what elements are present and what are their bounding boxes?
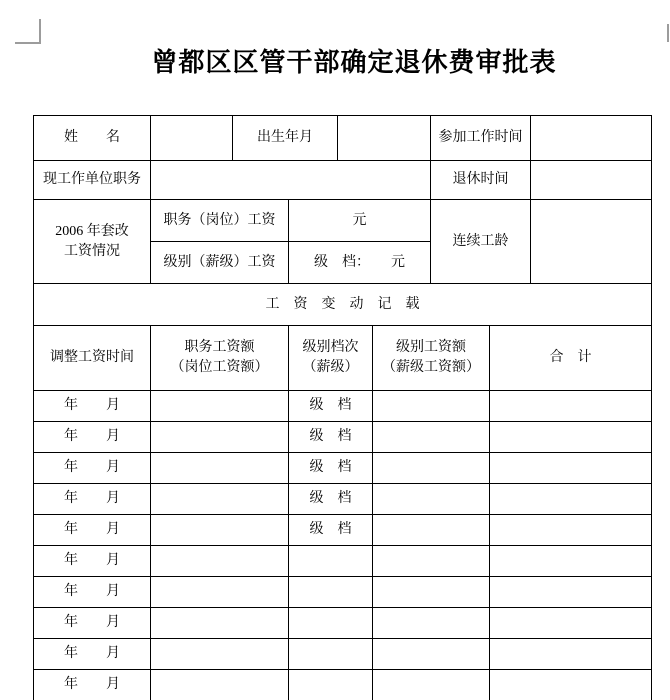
join-work-label: 参加工作时间 [431, 116, 531, 161]
wage-reform-label-line1: 2006 年套改 [55, 223, 129, 239]
adjust-time-cell[interactable]: 年 月 [34, 515, 151, 546]
adjust-time-cell[interactable]: 年 月 [34, 670, 151, 700]
unit-post-value-cell[interactable] [151, 161, 431, 200]
table-row [34, 422, 652, 453]
post-wage-amount-cell[interactable] [151, 577, 289, 608]
adjust-time-cell[interactable]: 年 月 [34, 546, 151, 577]
grade-wage-amount-cell[interactable] [373, 577, 490, 608]
grade-wage-amount-cell[interactable] [373, 546, 490, 577]
unit-post-label: 现工作单位职务 [34, 161, 151, 200]
adjust-time-cell[interactable]: 年 月 [34, 577, 151, 608]
table-row [34, 391, 652, 422]
post-wage-label: 职务（岗位）工资 [151, 200, 289, 242]
name-value-cell[interactable] [151, 116, 233, 161]
grade-level-cell[interactable]: 级 档 [289, 391, 373, 422]
header-grade-level-line1: 级别档次 [302, 340, 359, 356]
grade-level-cell[interactable]: 级 档 [289, 453, 373, 484]
post-wage-amount-cell[interactable] [151, 639, 289, 670]
grade-level-cell[interactable] [289, 608, 373, 639]
table-row [34, 484, 652, 515]
retire-time-value-cell[interactable] [531, 161, 652, 200]
grade-wage-amount-cell[interactable] [373, 639, 490, 670]
table-row [34, 639, 652, 670]
wage-reform-label-line2: 工资情况 [64, 243, 120, 259]
grade-level-cell[interactable] [289, 639, 373, 670]
total-cell[interactable] [490, 639, 652, 670]
continuous-service-value-cell[interactable] [531, 200, 652, 284]
header-grade-wage-line2: （薪级工资额） [382, 360, 480, 375]
grade-level-cell[interactable] [289, 577, 373, 608]
total-cell[interactable] [490, 608, 652, 639]
grade-level-cell[interactable]: 级 档 [289, 422, 373, 453]
grade-wage-amount-cell[interactable] [373, 670, 490, 700]
post-wage-amount-cell[interactable] [151, 484, 289, 515]
table-row [34, 670, 652, 700]
total-cell[interactable] [490, 577, 652, 608]
table-row [34, 284, 652, 326]
adjust-time-cell[interactable]: 年 月 [34, 608, 151, 639]
header-grade-level-line2: （薪级） [302, 360, 359, 375]
table-row [34, 608, 652, 639]
retire-time-label: 退休时间 [431, 161, 531, 200]
grade-wage-value-cell[interactable]: 级 档： 元 [289, 242, 431, 284]
grade-level-cell[interactable]: 级 档 [289, 515, 373, 546]
table-row [34, 326, 652, 391]
grade-wage-amount-cell[interactable] [373, 422, 490, 453]
adjust-time-cell[interactable]: 年 月 [34, 453, 151, 484]
total-cell[interactable] [490, 422, 652, 453]
total-cell[interactable] [490, 391, 652, 422]
total-cell[interactable] [490, 515, 652, 546]
name-label: 姓 名 [34, 116, 151, 161]
grade-wage-amount-cell[interactable] [373, 608, 490, 639]
post-wage-amount-cell[interactable] [151, 546, 289, 577]
document-title: 曾都区区管干部确定退休费审批表 [151, 48, 557, 77]
table-row [34, 546, 652, 577]
join-work-value-cell[interactable] [531, 116, 652, 161]
table-row [34, 453, 652, 484]
table-row [34, 116, 652, 161]
adjust-time-cell[interactable]: 年 月 [34, 484, 151, 515]
post-wage-amount-cell[interactable] [151, 670, 289, 700]
header-grade-level [289, 326, 373, 391]
grade-wage-label: 级别（薪级）工资 [151, 242, 289, 284]
header-post-wage-amount [151, 326, 289, 391]
grade-wage-amount-cell[interactable] [373, 515, 490, 546]
grade-wage-amount-cell[interactable] [373, 453, 490, 484]
table-row [34, 200, 652, 242]
header-adjust-time: 调整工资时间 [34, 326, 151, 391]
header-post-wage-line1: 职务工资额 [184, 340, 255, 356]
header-grade-wage-line1: 级别工资额 [396, 340, 466, 356]
post-wage-amount-cell[interactable] [151, 422, 289, 453]
grade-wage-amount-cell[interactable] [373, 484, 490, 515]
header-total: 合 计 [490, 326, 652, 391]
adjust-time-cell[interactable]: 年 月 [34, 422, 151, 453]
grade-wage-amount-cell[interactable] [373, 391, 490, 422]
post-wage-amount-cell[interactable] [151, 608, 289, 639]
adjust-time-cell[interactable]: 年 月 [34, 639, 151, 670]
wage-change-section-title: 工 资 变 动 记 载 [34, 284, 652, 326]
continuous-service-label: 连续工龄 [431, 200, 531, 284]
table-row [34, 161, 652, 200]
page-margin-mark-top-left-vertical [39, 19, 41, 43]
grade-level-cell[interactable] [289, 546, 373, 577]
page-margin-mark-top-right-vertical [667, 24, 669, 42]
total-cell[interactable] [490, 670, 652, 700]
total-cell[interactable] [490, 484, 652, 515]
approval-form-table [33, 115, 652, 700]
total-cell[interactable] [490, 453, 652, 484]
grade-level-cell[interactable]: 级 档 [289, 484, 373, 515]
post-wage-value-cell[interactable]: 元 [289, 200, 431, 242]
header-post-wage-line2: （岗位工资额） [170, 360, 269, 375]
post-wage-amount-cell[interactable] [151, 391, 289, 422]
total-cell[interactable] [490, 546, 652, 577]
grade-level-cell[interactable] [289, 670, 373, 700]
post-wage-amount-cell[interactable] [151, 515, 289, 546]
birth-value-cell[interactable] [338, 116, 431, 161]
adjust-time-cell[interactable]: 年 月 [34, 391, 151, 422]
header-grade-wage-amount [373, 326, 490, 391]
wage-reform-label [34, 200, 151, 284]
table-row [34, 577, 652, 608]
table-row [34, 515, 652, 546]
birth-label: 出生年月 [233, 116, 338, 161]
post-wage-amount-cell[interactable] [151, 453, 289, 484]
